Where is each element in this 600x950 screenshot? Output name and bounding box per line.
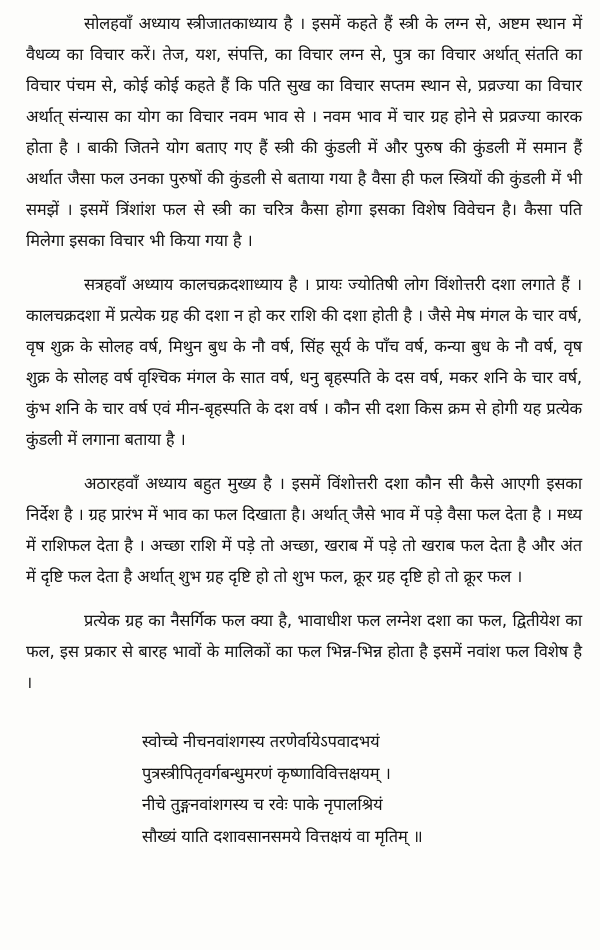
paragraph-planet-results: प्रत्येक ग्रह का नैसर्गिक फल क्या है, भावाधीश फल लग्नेश दशा का फल, द्वितीयेश का फल, इस प्रकार से बारह भावों के मालिकों का फल भिन्न-भिन्न होता है इसमें नवांश फल विशेष है । xyxy=(26,611,582,692)
paragraph-chapter-16: सोलहवाँ अध्याय स्त्रीजातकाध्याय है । इसमें कहते हैं स्त्री के लग्न से, अष्टम स्थान में वैधव्य का विचार करें। तेज, यश, संपत्ति, का विचार लग्न से, पुत्र का विचार अर्थात् संतति का विचार पंचम से, कोई कोई कहते हैं कि पति सुख का विचार सप्तम स्थान से, प्रव्रज्या का विचार अर्थात् संन्यास का योग का विचार नवम भाव से । नवम भाव में चार ग्रह होने से प्रव्रज्या कारक होता है । बाकी जितने योग बताए गए हैं स्त्री की कुंडली में और पुरुष की कुंडली में समान हैं अर्थात जैसा फल उनका पुरुषों की कुंडली से बताया गया है वैसा ही फल स्त्रियों की कुंडली में भी समझें । इसमें त्रिंशांश फल से स्त्री का चरित्र कैसा होगा इसका विशेष विवेचन है। कैसा पति मिलेगा इसका विचार भी किया गया है । xyxy=(26,14,582,250)
verse-line-3: नीचे तुङ्गनवांशगस्य च रवेः पाके नृपालश्रियं xyxy=(142,795,383,814)
sanskrit-verse xyxy=(142,726,582,852)
verse-line-2: पुत्रस्त्रीपितृवर्गबन्धुमरणं कृष्णाविवित्तक्षयम् । xyxy=(142,763,391,783)
verse-line-4: सौख्यं याति दशावसानसमये वित्तक्षयं वा मृतिम् ॥ xyxy=(142,826,423,846)
paragraph-chapter-17: सत्रहवाँ अध्याय कालचक्रदशाध्याय है । प्रायः ज्योतिषी लोग विंशोत्तरी दशा लगाते हैं । कालचक्रदशा में प्रत्येक ग्रह की दशा न हो कर राशि की दशा होती है । जैसे मेष मंगल के चार वर्ष, वृष शुक्र के सोलह वर्ष, मिथुन बुध के नौ वर्ष, सिंह सूर्य के पाँच वर्ष, कन्या बुध के नौ वर्ष, वृष शुक्र के सोलह वर्ष वृश्चिक मंगल के सात वर्ष, धनु बृहस्पति के दस वर्ष, मकर शनि के चार वर्ष, कुंभ शनि के चार वर्ष एवं मीन-बृहस्पति के दश वर्ष । कौन सी दशा किस क्रम से होगी यह प्रत्येक कुंडली में लगाना बताया है । xyxy=(26,275,582,449)
paragraph-chapter-18: अठारहवाँ अध्याय बहुत मुख्य है । इसमें विंशोत्तरी दशा कौन सी कैसे आएगी इसका निर्देश है । ग्रह प्रारंभ में भाव का फल दिखाता है। अर्थात् जैसे भाव में पड़े वैसा फल देता है । मध्य में राशिफल देता है । अच्छा राशि में पड़े तो अच्छा, खराब में पड़े तो खराब फल देता है और अंत में दृष्टि फल देता है अर्थात् शुभ ग्रह दृष्टि हो तो शुभ फल, क्रूर ग्रह दृष्टि हो तो क्रूर फल । xyxy=(26,474,582,586)
verse-line-1: स्वोच्चे नीचनवांशगस्य तरणेर्वायेऽपवादभयं xyxy=(142,732,380,751)
